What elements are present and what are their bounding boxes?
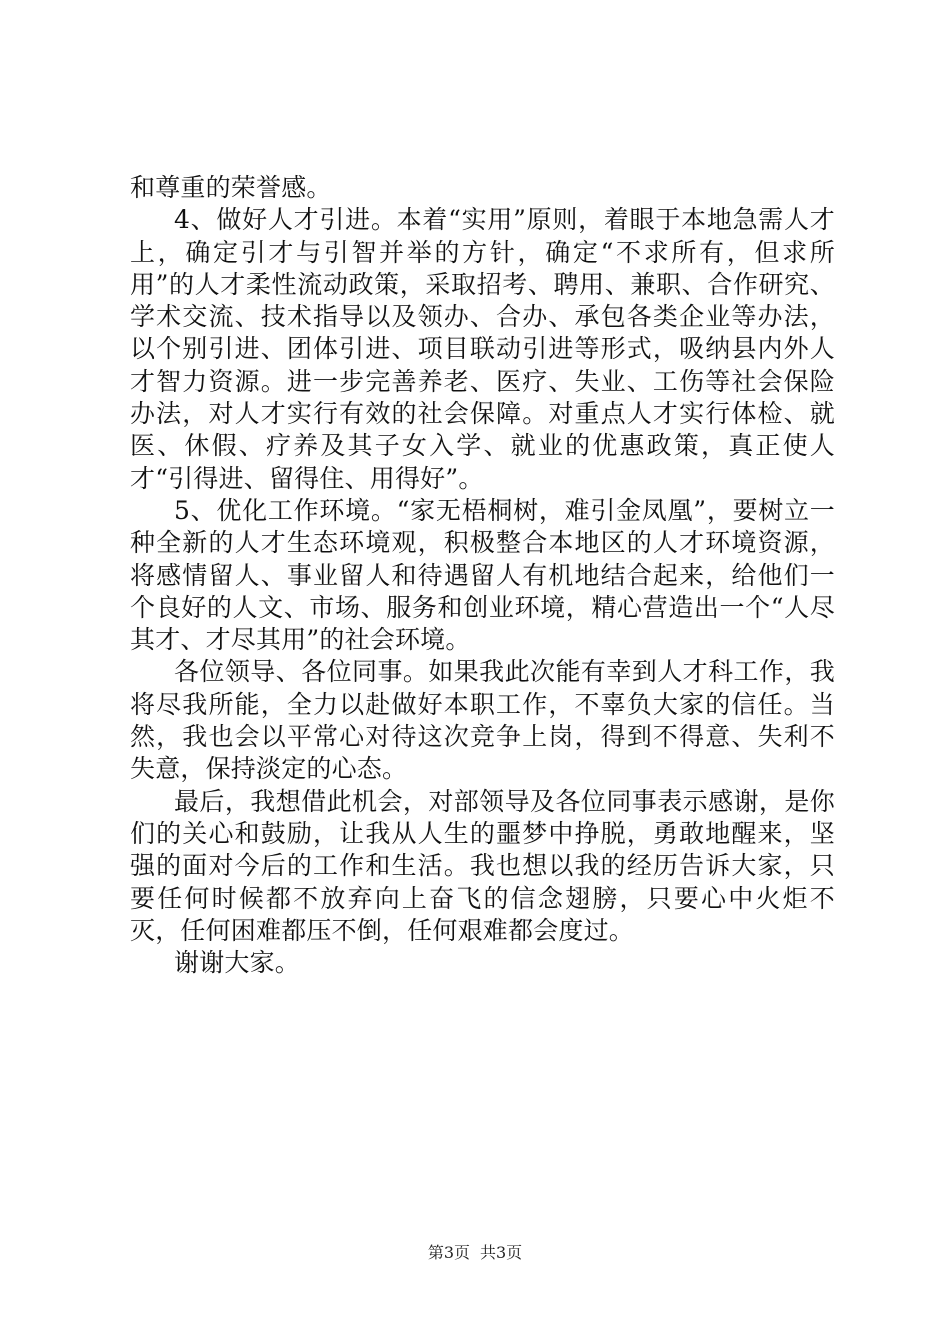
document-body [130, 172, 835, 979]
paragraph-closing: 谢谢大家。 [174, 948, 301, 978]
paragraph-thanks: 最后，我想借此机会，对部领导及各位同事表示感谢，是你们的关心和鼓励，让我从人生的噩梦中挣脱，勇敢地醒来，坚强的面对今后的工作和生活。我也想以我的经历告诉大家，只要任何时候都不放弃向上奋飞的信念翅膀，只要心中火炬不灭，任何困难都压不倒，任何艰难都会度过。 [130, 786, 835, 945]
paragraph-talent-introduction: 4、做好人才引进。本着“实用”原则，着眼于本地急需人才上，确定引才与引智并举的方针，确定“不求所有，但求所用”的人才柔性流动政策，采取招考、聘用、兼职、合作研究、学术交流、技术指导以及领办、合办、承包各类企业等办法，以个别引进、团体引进、项目联动引进等形式，吸纳县内外人才智力资源。进一步完善养老、医疗、失业、工伤等社会保险办法，对人才实行有效的社会保障。对重点人才实行体检、就医、休假、疗养及其子女入学、就业的优惠政策，真正使人才“引得进、留得住、用得好”。 [130, 205, 835, 493]
paragraph-work-environment: 5、优化工作环境。“家无梧桐树，难引金凤凰”，要树立一种全新的人才生态环境观，积极整合本地区的人才环境资源，将感情留人、事业留人和待遇留人有机地结合起来，给他们一个良好的人文、市场、服务和创业环境，精心营造出一个“人尽其才、才尽其用”的社会环境。 [130, 495, 835, 655]
paragraph-commitment: 各位领导、各位同事。如果我此次能有幸到人才科工作，我将尽我所能，全力以赴做好本职工作，不辜负大家的信任。当然，我也会以平常心对待这次竞争上岗，得到不得意、失利不失意，保持淡定的心态。 [130, 657, 835, 784]
page-footer [0, 1243, 950, 1263]
paragraph-continuation: 和尊重的荣誉感。 [130, 173, 332, 202]
page-number-current: 第3页 [427, 1243, 470, 1262]
page-number-total: 共3页 [480, 1243, 523, 1262]
